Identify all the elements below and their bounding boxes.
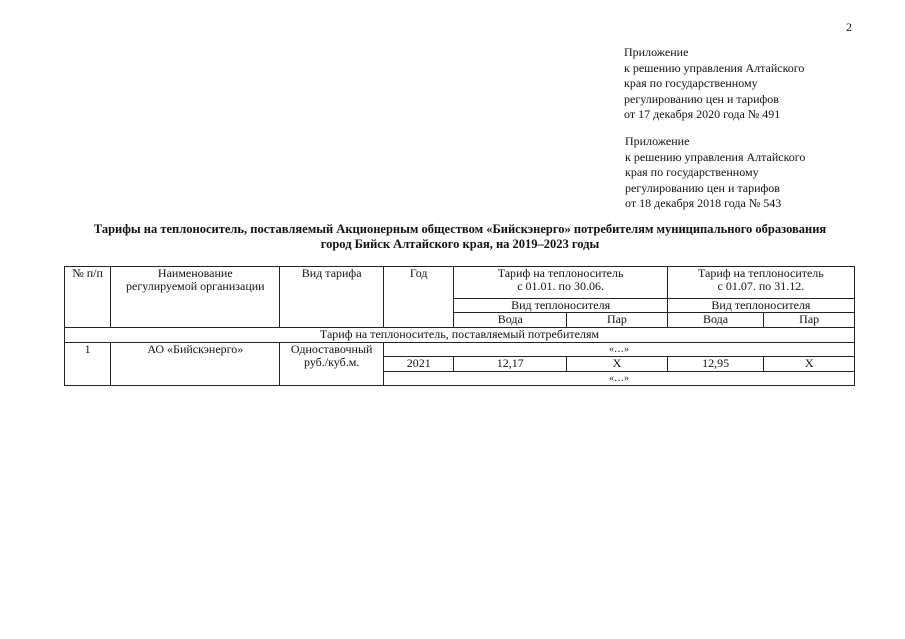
row-steam-1: Х — [567, 357, 668, 372]
header-steam: Пар — [567, 313, 668, 328]
header-water: Вода — [667, 313, 764, 328]
appendix-line: Приложение — [624, 45, 689, 59]
row-ellipsis-top: «…» — [383, 343, 854, 357]
appendix-line: регулированию цен и тарифов — [624, 91, 779, 106]
header-period-line: Тариф на теплоноситель — [497, 266, 624, 280]
appendix-line: регулированию цен и тарифов — [625, 180, 780, 195]
header-organization-line: регулируемой организации — [126, 279, 265, 293]
header-organization-line: Наименование — [157, 266, 233, 280]
row-water-1: 12,17 — [454, 357, 567, 372]
header-period-line: с 01.01. по 30.06. — [517, 279, 604, 293]
page-number: 2 — [846, 20, 852, 34]
row-num: 1 — [65, 343, 111, 386]
appendix-current — [624, 45, 804, 123]
appendix-line: от 17 декабря 2020 года № 491 — [624, 107, 781, 121]
row-steam-2: Х — [764, 357, 855, 372]
appendix-line: края по государственному — [625, 165, 759, 179]
row-year: 2021 — [383, 357, 453, 372]
header-year: Год — [383, 267, 453, 328]
appendix-previous — [625, 134, 805, 212]
header-num: № п/п — [65, 267, 111, 328]
document-title-line: Тарифы на теплоноситель, поставляемый Акционерным обществом «Бийскэнерго» потребителям муниципального образования — [93, 222, 827, 236]
header-water: Вода — [454, 313, 567, 328]
row-tariff-type — [280, 343, 384, 386]
appendix-line: Приложение — [625, 134, 690, 148]
appendix-line: к решению управления Алтайского — [624, 60, 805, 75]
header-carrier-type: Вид теплоносителя — [454, 299, 667, 313]
section-title: Тариф на теплоноситель, поставляемый потребителям — [65, 328, 855, 343]
header-steam: Пар — [764, 313, 855, 328]
row-water-2: 12,95 — [667, 357, 764, 372]
header-period-2 — [667, 267, 854, 299]
appendix-line: от 18 декабря 2018 года № 543 — [625, 196, 782, 210]
header-carrier-type: Вид теплоносителя — [667, 299, 854, 313]
row-tariff-type-line: руб./куб.м. — [304, 355, 360, 369]
tariffs-table — [64, 266, 855, 386]
document-title-line: город Бийск Алтайского края, на 2019–2023 годы — [320, 237, 600, 251]
row-ellipsis-bottom: «…» — [383, 372, 854, 386]
row-organization: АО «Бийскэнерго» — [111, 343, 280, 386]
header-tariff-type: Вид тарифа — [280, 267, 384, 328]
appendix-line: края по государственному — [624, 76, 758, 90]
header-organization — [111, 267, 280, 328]
appendix-line: к решению управления Алтайского — [625, 149, 806, 164]
row-tariff-type-line: Одноставочный — [290, 342, 373, 356]
header-period-line: Тариф на теплоноситель — [697, 266, 824, 280]
header-period-1 — [454, 267, 667, 299]
header-period-line: с 01.07. по 31.12. — [717, 279, 805, 293]
document-title — [60, 222, 860, 252]
